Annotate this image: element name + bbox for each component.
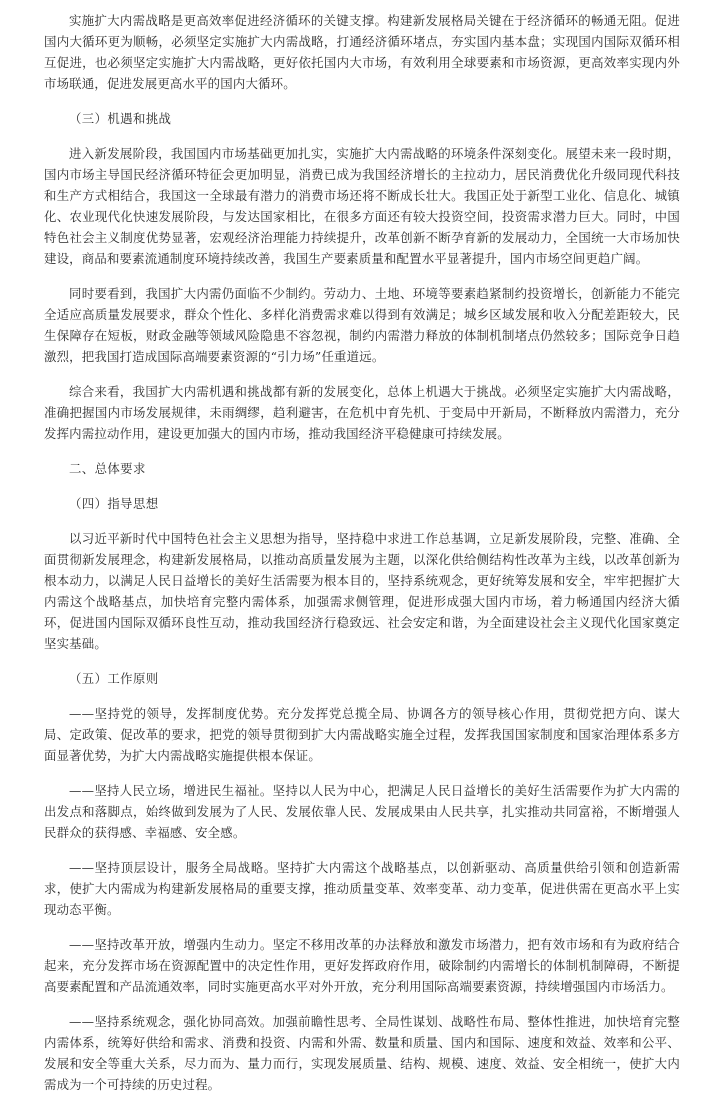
section-heading-principles: （五）工作原则 bbox=[69, 671, 159, 686]
paragraph-principle-design: ——坚持顶层设计，服务全局战略。坚持扩大内需这个战略基点，以创新驱动、高质量供给引领和创造新需求，使扩大内需成为构建新发展格局的重要支撑，推动质量变革、效率变革、动力变革，促进供需在更高水平上实现动态平衡。 bbox=[44, 860, 680, 917]
section-heading-overall: 二、总体要求 bbox=[69, 461, 146, 476]
document-page bbox=[44, 10, 680, 1095]
spacer bbox=[44, 367, 680, 381]
spacer bbox=[44, 479, 680, 493]
spacer bbox=[44, 269, 680, 283]
paragraph-principle-system: ——坚持系统观念，强化协同高效。加强前瞻性思考、全局性谋划、战略性布局、整体性推进，加快培育完整内需体系，统筹好供给和需求、消费和投资、内需和外需、数量和质量、国内和国际、速度和效益、效率和公平、发展和安全等重大关系，尽力而为、量力而行，实现发展质量、结构、规模、速度、效益、安全相统一，使扩大内需成为一个可持续的历史过程。 bbox=[44, 1014, 680, 1092]
spacer bbox=[44, 920, 680, 934]
paragraph-principle-people: ——坚持人民立场，增进民生福祉。坚持以人民为中心，把满足人民日益增长的美好生活需要作为扩大内需的出发点和落脚点，始终做到发展为了人民、发展依靠人民、发展成果由人民共享，扎实推动共同富裕，不断增强人民群众的获得感、幸福感、安全感。 bbox=[44, 783, 680, 840]
spacer bbox=[44, 997, 680, 1011]
paragraph-constraints: 同时要看到，我国扩大内需仍面临不少制约。劳动力、土地、环境等要素趋紧制约投资增长，创新能力不能完全适应高质量发展要求，群众个性化、多样化消费需求难以得到有效满足；城乡区域发展和收入分配差距较大，民生保障存在短板，财政金融等领域风险隐患不容忽视，制约内需潜力释放的体制机制堵点仍然较多；国际竞争日趋激烈，把我国打造成国际高端要素资源的“引力场”任重道远。 bbox=[44, 286, 680, 364]
spacer bbox=[44, 129, 680, 143]
spacer bbox=[44, 94, 680, 108]
spacer bbox=[44, 766, 680, 780]
section-heading-guiding-thought: （四）指导思想 bbox=[69, 496, 159, 511]
spacer bbox=[44, 654, 680, 668]
paragraph-principle-reform: ——坚持改革开放，增强内生动力。坚定不移用改革的办法释放和激发市场潜力，把有效市场和有为政府结合起来，充分发挥市场在资源配置中的决定性作用，更好发挥政府作用，破除制约内需增长的体制机制障碍，不断提高要素配置和产品流通效率，同时实施更高水平对外开放，充分利用国际高端要素资源，持续增强国内市场活力。 bbox=[44, 937, 680, 994]
paragraph-new-stage: 进入新发展阶段，我国国内市场基础更加扎实，实施扩大内需战略的环境条件深刻变化。展望未来一段时期，国内市场主导国民经济循环特征会更加明显，消费已成为我国经济增长的主拉动力，居民消费优化升级同现代科技和生产方式相结合，我国这一全球最有潜力的消费市场还将不断成长壮大。我国正处于新型工业化、信息化、城镇化、农业现代化快速发展阶段，与发达国家相比，在很多方面还有较大投资空间，投资需求潜力巨大。同时，中国特色社会主义制度优势显著，宏观经济治理能力持续提升，改革创新不断孕育新的发展动力，全国统一大市场加快建设，商品和要素流通制度环境持续改善，我国生产要素质量和配置水平显著提升，国内市场空间更趋广阔。 bbox=[44, 146, 680, 266]
paragraph-summary: 综合来看，我国扩大内需机遇和挑战都有新的发展变化，总体上机遇大于挑战。必须坚定实施扩大内需战略，准确把握国内市场发展规律，未雨绸缪，趋利避害，在危机中育先机、于变局中开新局，不断释放内需潜力，充分发挥内需拉动作用，建设更加强大的国内市场，推动我国经济平稳健康可持续发展。 bbox=[44, 384, 680, 441]
paragraph-guiding-thought: 以习近平新时代中国特色社会主义思想为指导，坚持稳中求进工作总基调，立足新发展阶段，完整、准确、全面贯彻新发展理念，构建新发展格局，以推动高质量发展为主题，以深化供给侧结构性改革为主线，以改革创新为根本动力，以满足人民日益增长的美好生活需要为根本目的，坚持系统观念，更好统筹发展和安全，牢牢把握扩大内需这个战略基点，加快培育完整内需体系，加强需求侧管理，促进形成强大国内市场，着力畅通国内经济大循环，促进国内国际双循环良性互动，推动我国经济行稳致远、社会安定和谐，为全面建设社会主义现代化国家奠定坚实基础。 bbox=[44, 531, 680, 651]
spacer bbox=[44, 444, 680, 458]
spacer bbox=[44, 843, 680, 857]
section-heading-opportunities: （三）机遇和挑战 bbox=[69, 111, 172, 126]
spacer bbox=[44, 689, 680, 703]
spacer bbox=[44, 514, 680, 528]
paragraph-intro: 实施扩大内需战略是更高效率促进经济循环的关键支撑。构建新发展格局关键在于经济循环的畅通无阻。促进国内大循环更为顺畅，必须坚定实施扩大内需战略，打通经济循环堵点，夯实国内基本盘；实现国内国际双循环相互促进，也必须坚定实施扩大内需战略，更好依托国内大市场，有效利用全球要素和市场资源，更高效率实现内外市场联通，促进发展更高水平的国内大循环。 bbox=[44, 13, 680, 91]
paragraph-principle-party: ——坚持党的领导，发挥制度优势。充分发挥党总揽全局、协调各方的领导核心作用，贯彻党把方向、谋大局、定政策、促改革的要求，把党的领导贯彻到扩大内需战略实施全过程，发挥我国国家制度和国家治理体系多方面显著优势，为扩大内需战略实施提供根本保证。 bbox=[44, 706, 680, 763]
